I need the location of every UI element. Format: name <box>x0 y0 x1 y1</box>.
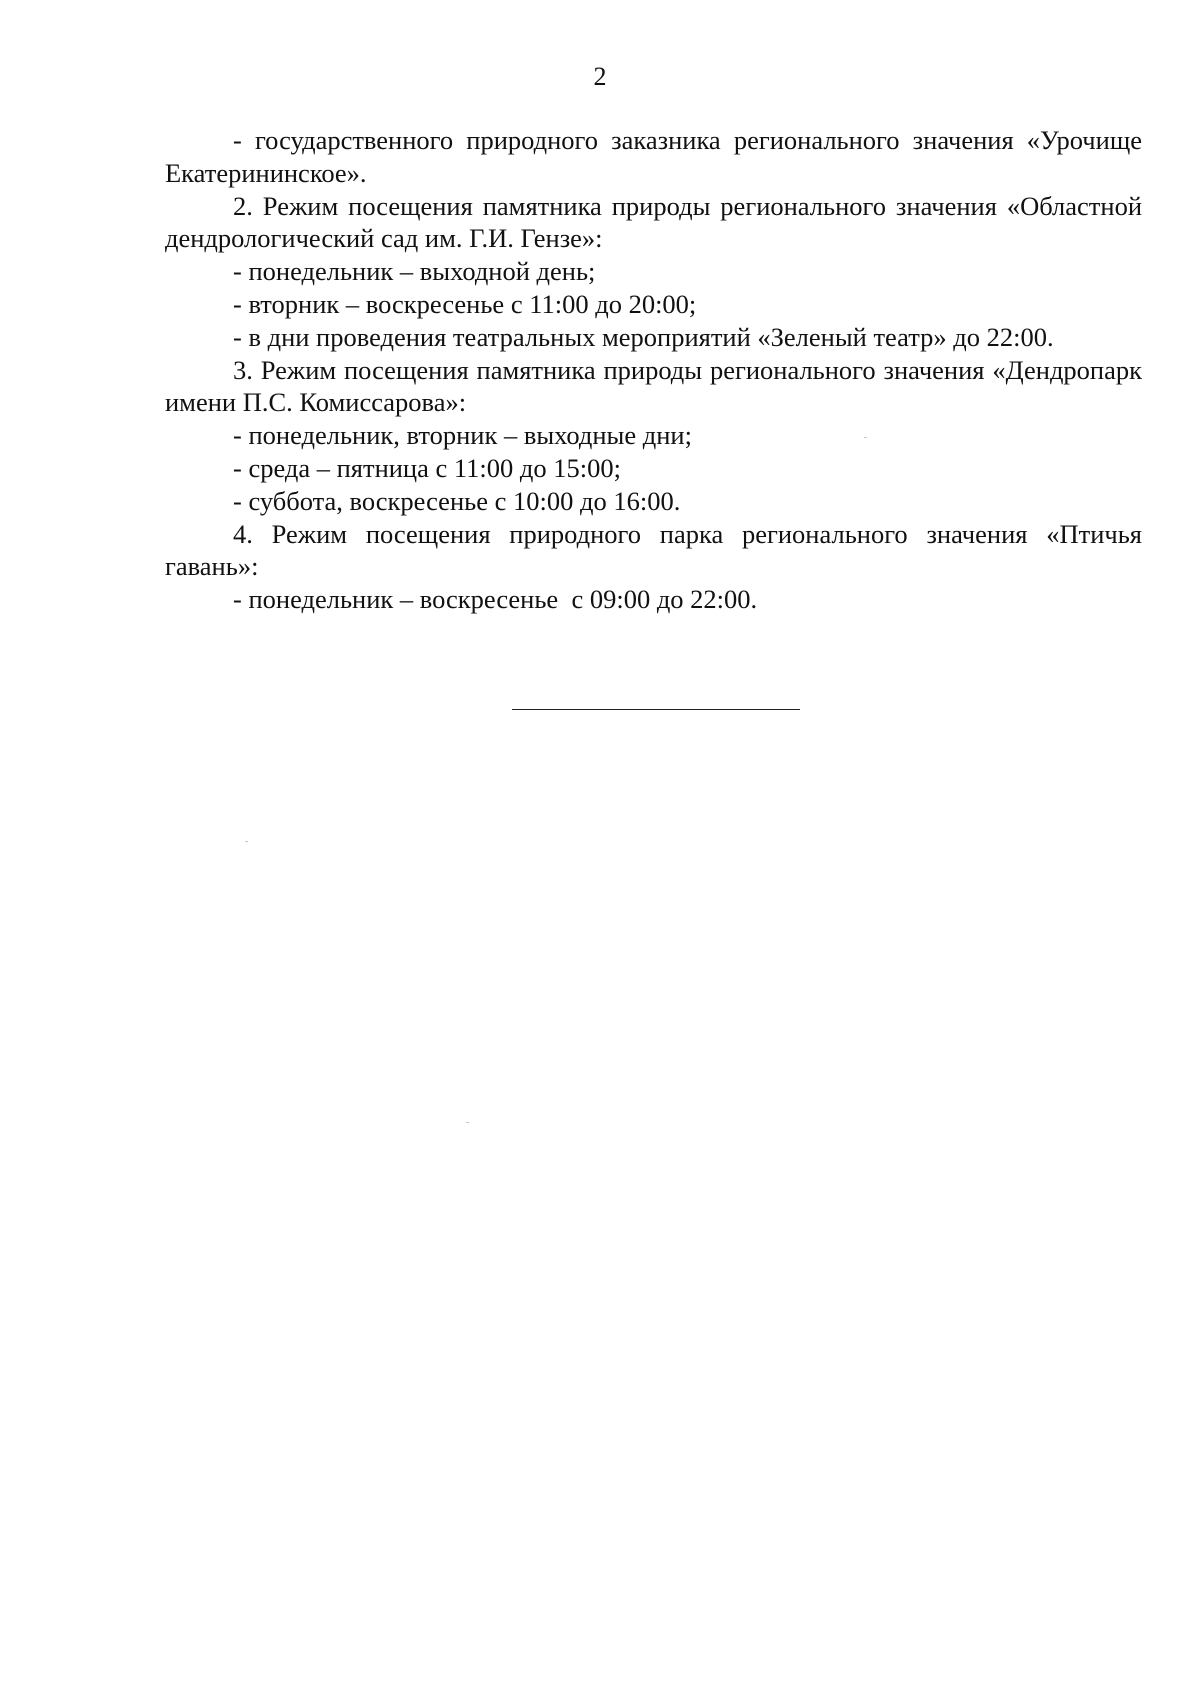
scan-speck <box>864 437 867 438</box>
schedule-line: - вторник – воскресенье с 11:00 до 20:00; <box>233 288 697 319</box>
paragraph-dendrological-garden: 2. Режим посещения памятника природы регионального значения «Областной дендрологический сад им. Г.И. Гензе»: <box>165 190 1142 254</box>
scan-speck <box>466 1122 469 1123</box>
paragraph-reserve-name: - государственного природного заказника регионального значения «Урочище Екатерининское». <box>165 125 1142 188</box>
paragraph-nature-park: 4. Режим посещения природного парка регионального значения «Птичья гавань»: <box>165 518 1142 582</box>
schedule-line: - в дни проведения театральных мероприятий «Зеленый театр» до 22:00. <box>233 321 1054 352</box>
schedule-line: - понедельник – выходной день; <box>233 256 596 287</box>
schedule-line: - понедельник, вторник – выходные дни; <box>233 420 692 451</box>
schedule-line: - среда – пятница с 11:00 до 15:00; <box>233 452 621 483</box>
paragraph-dendropark: 3. Режим посещения памятника природы регионального значения «Дендропарк имени П.С. Комиссарова»: <box>165 354 1142 418</box>
schedule-line: - суббота, воскресенье с 10:00 до 16:00. <box>233 485 681 516</box>
scan-speck <box>245 841 248 842</box>
page-number: 2 <box>593 62 607 91</box>
schedule-line: - понедельник – воскресенье с 09:00 до 22:00. <box>233 584 758 615</box>
end-separator-line <box>512 709 800 710</box>
document-body <box>165 124 1142 616</box>
